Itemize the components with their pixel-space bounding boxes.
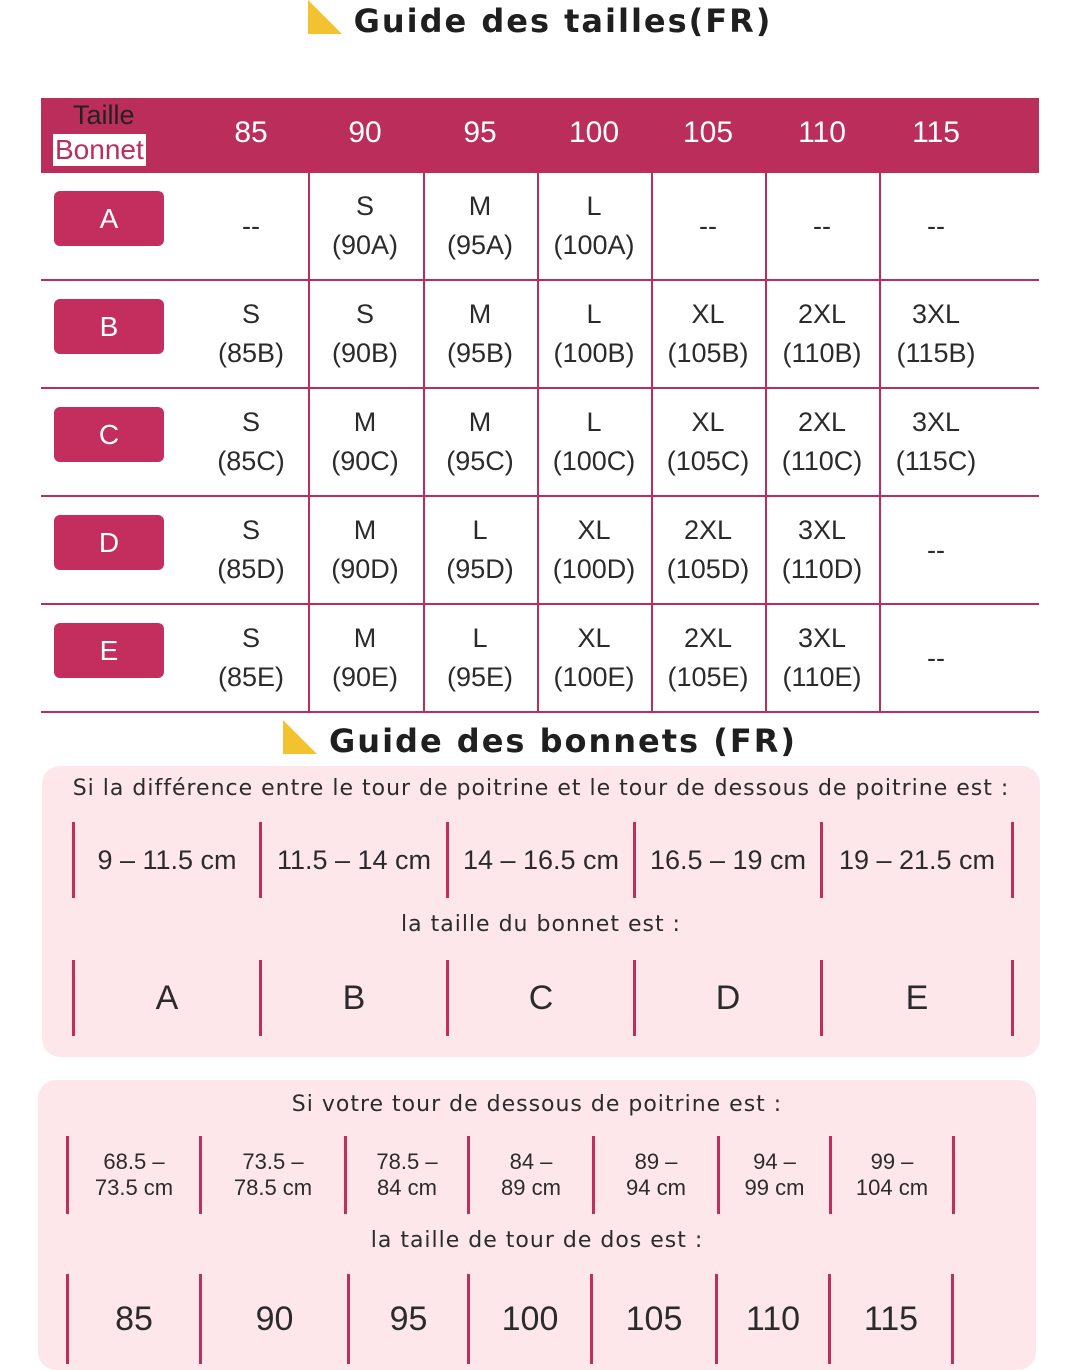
cup-badge: C bbox=[54, 407, 164, 462]
cup-badge: B bbox=[54, 299, 164, 354]
triangular-ruler-icon bbox=[283, 720, 317, 754]
band-range-strip bbox=[66, 1136, 955, 1214]
table-row bbox=[41, 173, 1039, 281]
table-row bbox=[41, 281, 1039, 389]
cup-range-cell: 14 – 16.5 cm bbox=[446, 822, 633, 898]
size-cell: L (100A) bbox=[553, 191, 635, 260]
cup-letter-strip bbox=[72, 960, 1014, 1036]
size-cell: -- bbox=[242, 210, 260, 241]
band-size-cell: 105 bbox=[590, 1274, 715, 1364]
band-guide-panel bbox=[38, 1080, 1036, 1370]
size-cell: S (85C) bbox=[217, 407, 285, 476]
size-cell: 2XL (105D) bbox=[666, 515, 750, 584]
column-header: 95 bbox=[463, 116, 497, 149]
band-size-strip bbox=[66, 1274, 954, 1364]
column-header: 85 bbox=[234, 116, 268, 149]
band-size-cell: 95 bbox=[347, 1274, 467, 1364]
cup-range-cell: 11.5 – 14 cm bbox=[259, 822, 446, 898]
cup-letter-cell: D bbox=[633, 960, 820, 1036]
size-cell: -- bbox=[927, 210, 945, 241]
size-cell: 3XL (110E) bbox=[782, 623, 862, 692]
size-cell: S (90B) bbox=[331, 299, 399, 368]
band-range-cell: 68.5 – 73.5 cm bbox=[66, 1136, 199, 1214]
band-size-cell: 90 bbox=[199, 1274, 347, 1364]
size-cell: L (95D) bbox=[446, 515, 514, 584]
band-range-cell: 99 – 104 cm bbox=[829, 1136, 955, 1214]
column-header: 115 bbox=[912, 116, 960, 149]
size-cell: S (90A) bbox=[331, 191, 399, 260]
size-cell: M (95A) bbox=[446, 191, 514, 260]
size-table bbox=[41, 98, 1039, 713]
band-range-cell: 89 – 94 cm bbox=[592, 1136, 717, 1214]
cup-badge: E bbox=[54, 623, 164, 678]
size-cell: L (100B) bbox=[553, 299, 635, 368]
header-corner-bonnet: Bonnet bbox=[55, 134, 144, 165]
size-cell: L (100C) bbox=[552, 407, 636, 476]
cup-letter-cell: A bbox=[72, 960, 259, 1036]
table-body bbox=[41, 173, 1039, 713]
size-cell: 2XL (110B) bbox=[782, 299, 862, 368]
cup-letter-cell: B bbox=[259, 960, 446, 1036]
column-header: 105 bbox=[682, 116, 734, 149]
column-header: 100 bbox=[568, 116, 620, 149]
table-row bbox=[41, 497, 1039, 605]
cup-guide-title-text: Guide des bonnets (FR) bbox=[329, 722, 797, 760]
size-cell: XL (105B) bbox=[667, 299, 749, 368]
band-size-cell: 115 bbox=[828, 1274, 954, 1364]
band-guide-intro: Si votre tour de dessous de poitrine est : bbox=[291, 1092, 783, 1117]
size-cell: S (85D) bbox=[217, 515, 285, 584]
band-size-cell: 110 bbox=[715, 1274, 828, 1364]
size-cell: -- bbox=[927, 642, 945, 673]
cup-guide-panel bbox=[42, 766, 1040, 1057]
cup-range-strip bbox=[72, 822, 1014, 898]
band-range-cell: 84 – 89 cm bbox=[467, 1136, 592, 1214]
size-cell: XL (100D) bbox=[552, 515, 636, 584]
size-guide-title bbox=[0, 0, 1080, 40]
size-cell: S (85B) bbox=[217, 299, 285, 368]
band-range-cell: 73.5 – 78.5 cm bbox=[199, 1136, 344, 1214]
header-corner-taille: Taille bbox=[73, 100, 135, 130]
size-cell: XL (105C) bbox=[666, 407, 750, 476]
size-cell: M (90E) bbox=[331, 623, 399, 692]
triangular-ruler-icon bbox=[308, 0, 342, 34]
size-cell: -- bbox=[813, 210, 831, 241]
size-cell: L (95E) bbox=[446, 623, 514, 692]
band-size-cell: 100 bbox=[467, 1274, 590, 1364]
cup-range-cell: 19 – 21.5 cm bbox=[820, 822, 1014, 898]
size-cell: 3XL (110D) bbox=[781, 515, 863, 584]
size-cell: -- bbox=[699, 210, 717, 241]
size-cell: M (90D) bbox=[331, 515, 399, 584]
band-size-cell: 85 bbox=[66, 1274, 199, 1364]
band-guide-result-label: la taille de tour de dos est : bbox=[370, 1228, 704, 1253]
cup-range-cell: 16.5 – 19 cm bbox=[633, 822, 820, 898]
table-row bbox=[41, 389, 1039, 497]
size-cell: M (95B) bbox=[446, 299, 514, 368]
table-row bbox=[41, 605, 1039, 713]
size-cell: 3XL (115B) bbox=[896, 299, 976, 368]
cup-badge: A bbox=[54, 191, 164, 246]
cup-guide-title bbox=[0, 720, 1080, 760]
cup-range-cell: 9 – 11.5 cm bbox=[72, 822, 259, 898]
table-header bbox=[41, 98, 1039, 173]
size-guide-title-text: Guide des tailles(FR) bbox=[353, 2, 773, 40]
size-cell: 3XL (115C) bbox=[895, 407, 977, 476]
band-range-cell: 78.5 – 84 cm bbox=[344, 1136, 467, 1214]
size-cell: 2XL (105E) bbox=[667, 623, 749, 692]
size-cell: 2XL (110C) bbox=[781, 407, 863, 476]
cup-guide-intro: Si la différence entre le tour de poitrine et le tour de dessous de poitrine est : bbox=[72, 776, 1010, 801]
band-range-cell: 94 – 99 cm bbox=[717, 1136, 829, 1214]
column-header: 90 bbox=[348, 116, 382, 149]
size-cell: M (90C) bbox=[331, 407, 399, 476]
cup-letter-cell: C bbox=[446, 960, 633, 1036]
cup-guide-result-label: la taille du bonnet est : bbox=[401, 912, 681, 937]
size-cell: -- bbox=[927, 534, 945, 565]
column-header: 110 bbox=[798, 116, 846, 149]
size-cell: XL (100E) bbox=[553, 623, 635, 692]
cup-badge: D bbox=[54, 515, 164, 570]
cup-letter-cell: E bbox=[820, 960, 1014, 1036]
size-cell: M (95C) bbox=[446, 407, 514, 476]
size-cell: S (85E) bbox=[217, 623, 285, 692]
